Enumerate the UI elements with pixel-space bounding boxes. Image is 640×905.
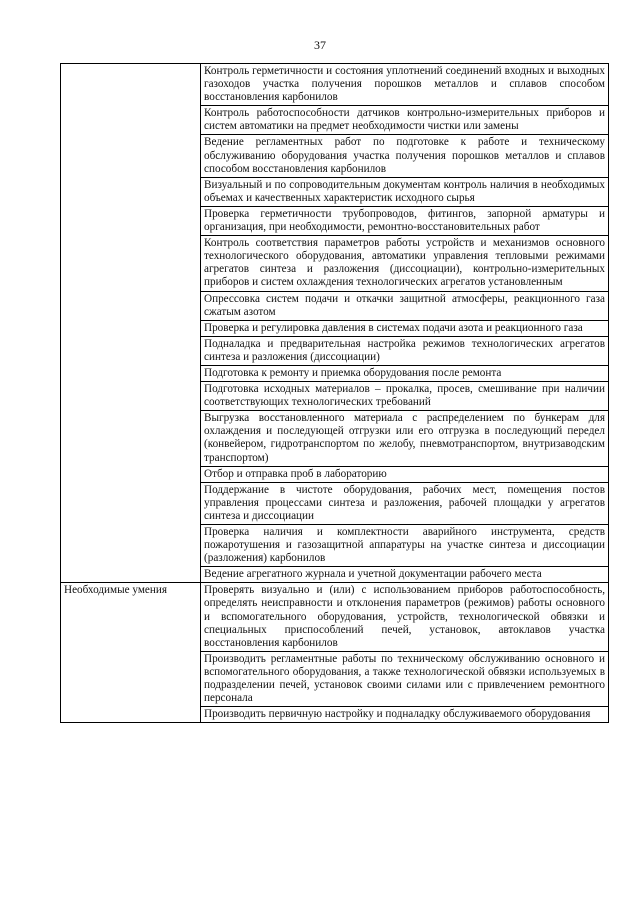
page-number: 37 (314, 38, 326, 52)
table-row (61, 583, 609, 651)
item-description: Ведение регламентных работ по подготовке к работе и техническому обслуживанию оборудования участка получения порошков металлов и сплавов способом восстановления карбонилов (201, 135, 609, 177)
item-description: Проверка наличия и комплектности аварийного инструмента, средств пожаротушения и газозащитной аппаратуры на участке синтеза и диссоциации (разложения) карбонилов (201, 525, 609, 567)
item-description: Подготовка исходных материалов – прокалка, просев, смешивание при наличии соответствующих технологических требований (201, 382, 609, 411)
item-description: Контроль соответствия параметров работы устройств и механизмов основного технологического оборудования, автоматики управления тепловыми режимами агрегатов синтеза и разложения (диссоциации), контрольно-измерительных приборов и систем охлаждения технологических агрегатов установленным (201, 236, 609, 291)
item-description: Отбор и отправка проб в лабораторию (201, 466, 609, 482)
requirements-table-body (61, 64, 609, 723)
item-description: Подготовка к ремонту и приемка оборудования после ремонта (201, 365, 609, 381)
item-description: Проверка и регулировка давления в системах подачи азота и реакционного газа (201, 320, 609, 336)
table-row (61, 64, 609, 106)
requirements-table (60, 63, 609, 723)
item-description: Опрессовка систем подачи и откачки защитной атмосферы, реакционного газа сжатым азотом (201, 291, 609, 320)
item-description: Контроль герметичности и состояния уплотнений соединений входных и выходных газоходов участка получения порошков металлов и сплавов способом восстановления карбонилов (201, 64, 609, 106)
section-label: Необходимые умения (61, 583, 201, 723)
item-description: Визуальный и по сопроводительным документам контроль наличия в необходимых объемах и качественных характеристик исходного сырья (201, 177, 609, 206)
item-description: Проверка герметичности трубопроводов, фитингов, запорной арматуры и организация, при необходимости, ремонтно-восстановительных работ (201, 206, 609, 235)
item-description: Выгрузка восстановленного материала с распределением по бункерам для охлаждения и последующей отгрузки или его отгрузка в последующий передел (конвейером, гидротранспортом по желобу, пневмотранспортом, внутризаводским транспортом) (201, 411, 609, 466)
item-description: Производить первичную настройку и подналадку обслуживаемого оборудования (201, 707, 609, 723)
item-description: Производить регламентные работы по техническому обслуживанию основного и вспомогательного оборудования, а также технологической обвязки используемых в подразделении печей, установок своими силами или с привлечением ремонтного персонала (201, 651, 609, 706)
item-description: Поддержание в чистоте оборудования, рабочих мест, помещения постов управления процессами синтеза и разложения, рабочей площадки у агрегатов синтеза и диссоциации (201, 482, 609, 524)
item-description: Подналадка и предварительная настройка режимов технологических агрегатов синтеза и разложения (диссоциации) (201, 336, 609, 365)
section-label (61, 64, 201, 583)
item-description: Контроль работоспособности датчиков контрольно-измерительных приборов и систем автоматики на предмет необходимости чистки или замены (201, 106, 609, 135)
item-description: Проверять визуально и (или) с использованием приборов работоспособность, определять неисправности и отклонения параметров (режимов) работы основного и вспомогательного оборудования, устройств, технологической обвязки и специальных приспособлений печей, установок, автоклавов участка восстановления карбонилов (201, 583, 609, 651)
item-description: Ведение агрегатного журнала и учетной документации рабочего места (201, 567, 609, 583)
